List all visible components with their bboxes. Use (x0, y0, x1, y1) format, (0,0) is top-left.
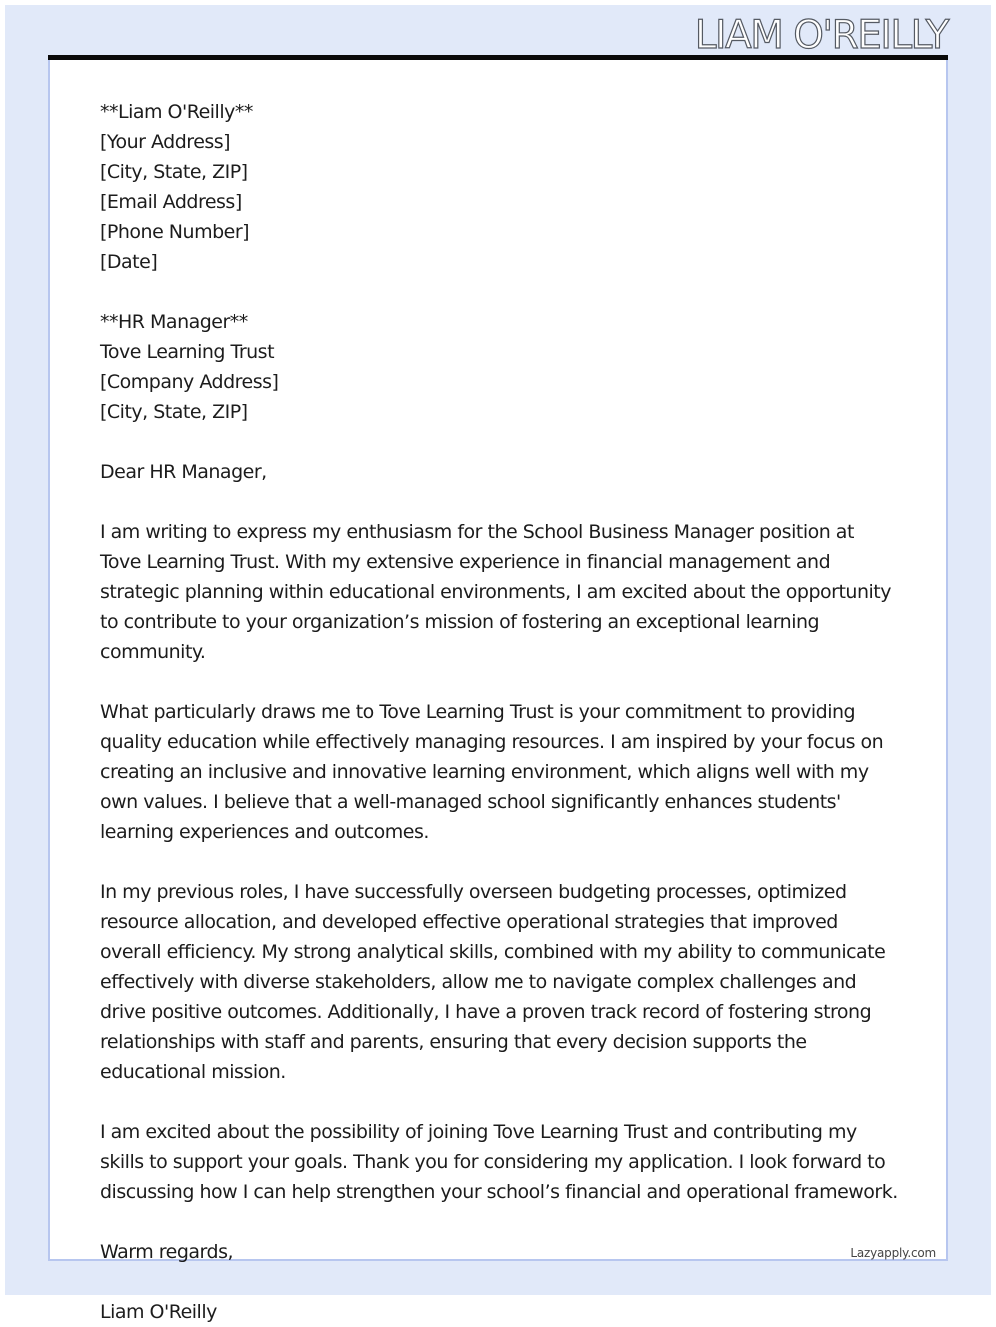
salutation: Dear HR Manager, (100, 461, 267, 483)
recipient-block (100, 307, 900, 427)
letter-body (100, 97, 900, 1327)
recipient-name: **HR Manager** (100, 311, 248, 333)
paragraph-intro: I am writing to express my enthusiasm for the School Business Manager position at Tove Learning Trust. With my extensive experience in financial management and strategic planning within educational environments, I am excited about the opportunity to contribute to your organization’s mission of fostering an exceptional learning community. (100, 521, 891, 663)
sender-address: [Your Address] (100, 131, 231, 153)
closing: Warm regards, (100, 1241, 234, 1263)
letter-date: [Date] (100, 251, 158, 273)
watermark: Lazyapply.com (850, 1246, 936, 1260)
recipient-address: [Company Address] (100, 371, 279, 393)
sender-name: **Liam O'Reilly** (100, 101, 253, 123)
header-name: LIAM O'REILLY (694, 13, 948, 58)
sender-email: [Email Address] (100, 191, 242, 213)
paragraph-closing: I am excited about the possibility of joining Tove Learning Trust and contributing my skills to support your goals. Thank you for considering my application. I look forward to discussing how I can help strengthen your school’s financial and operational framework. (100, 1121, 898, 1203)
signature: Liam O'Reilly (100, 1301, 217, 1323)
recipient-company: Tove Learning Trust (100, 341, 275, 363)
paragraph-experience: In my previous roles, I have successfully overseen budgeting processes, optimized resource allocation, and developed effective operational strategies that improved overall efficiency. My strong analytical skills, combined with my ability to communicate effectively with diverse stakeholders, allow me to navigate complex challenges and drive positive outcomes. Additionally, I have a proven track record of fostering strong relationships with staff and parents, ensuring that every decision supports the educational mission. (100, 881, 886, 1083)
sender-block (100, 97, 900, 277)
sender-phone: [Phone Number] (100, 221, 250, 243)
sender-city: [City, State, ZIP] (100, 161, 248, 183)
paragraph-motivation: What particularly draws me to Tove Learning Trust is your commitment to providing quality education while effectively managing resources. I am inspired by your focus on creating an inclusive and innovative learning environment, which aligns well with my own values. I believe that a well-managed school significantly enhances students' learning experiences and outcomes. (100, 701, 884, 843)
recipient-city: [City, State, ZIP] (100, 401, 248, 423)
